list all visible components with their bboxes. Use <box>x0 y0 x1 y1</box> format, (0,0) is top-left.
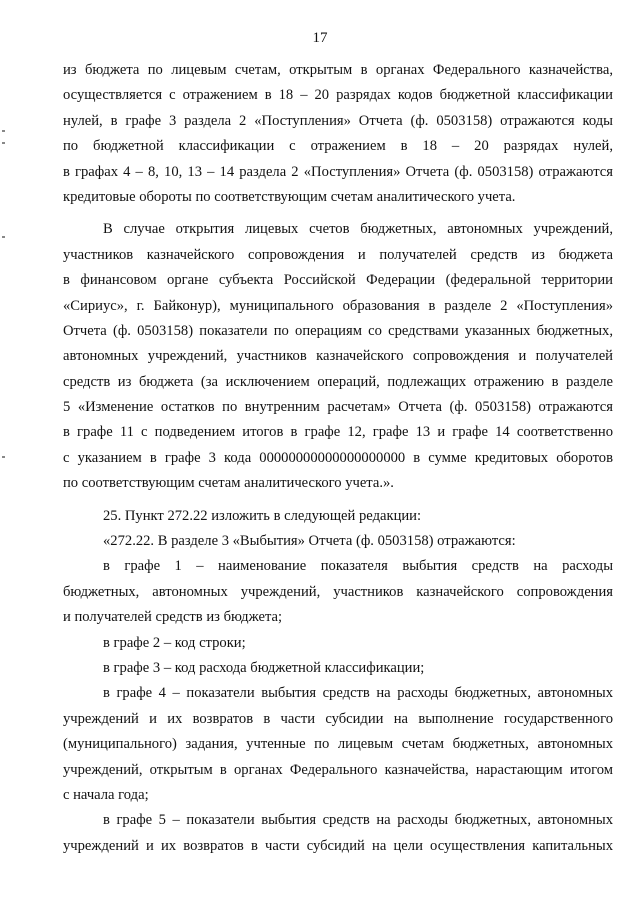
document-body-text <box>63 58 613 859</box>
text-line: в графе 1 – наименование показателя выбытия средств на расходы <box>103 558 613 575</box>
text-line: по соответствующим счетам аналитического учета.». <box>63 475 394 492</box>
text-line: и получателей средств из бюджета; <box>63 609 283 626</box>
text-line: учреждений, открытым в органах Федерального казначейства, нарастающим итогом <box>63 761 613 778</box>
text-line: по бюджетной классификации с отражением в 18 – 20 разрядах нулей, <box>63 138 613 155</box>
text-line: «Сириус», г. Байконур), муниципального образования в разделе 2 «Поступления» <box>63 297 613 314</box>
text-line: в графе 3 – код расхода бюджетной классификации; <box>103 659 425 676</box>
text-line: 25. Пункт 272.22 изложить в следующей редакции: <box>103 507 422 524</box>
text-line: автономных учреждений, участников казначейского сопровождения и получателей <box>63 348 613 365</box>
text-line: с указанием в графе 3 кода 00000000000000000000 в сумме кредитовых оборотов <box>63 449 613 466</box>
text-line: нулей, в графе 3 раздела 2 «Поступления» Отчета (ф. 0503158) отражаются коды <box>63 112 613 129</box>
scan-margin-mark <box>2 130 5 132</box>
paragraph-gap <box>63 210 613 217</box>
text-line: учреждений и их возвратов в части субсидии на выполнение государственного <box>63 710 613 727</box>
text-line: в графе 2 – код строки; <box>103 634 246 651</box>
text-line: из бюджета по лицевым счетам, открытым в органах Федерального казначейства, <box>63 62 613 78</box>
text-line: 5 «Изменение остатков по внутренним расчетам» Отчета (ф. 0503158) отражаются <box>63 399 613 416</box>
page-number: 17 <box>312 30 328 46</box>
text-line: бюджетных, автономных учреждений, участников казначейского сопровождения <box>63 583 613 600</box>
text-line: осуществляется с отражением в 18 – 20 разрядах кодов бюджетной классификации <box>63 87 613 104</box>
paragraph-gap <box>63 497 613 504</box>
text-line: в графе 11 с подведением итогов в графе 12, графе 13 и графе 14 соответственно <box>63 424 613 441</box>
scan-margin-mark <box>2 142 5 144</box>
text-line: в графе 4 – показатели выбытия средств на расходы бюджетных, автономных <box>103 685 613 702</box>
text-line: кредитовые обороты по соответствующим счетам аналитического учета. <box>63 188 516 205</box>
text-line: в финансовом органе субъекта Российской Федерации (федеральной территории <box>63 272 613 289</box>
text-line: «272.22. В разделе 3 «Выбытия» Отчета (ф. 0503158) отражаются: <box>103 533 516 550</box>
text-line: В случае открытия лицевых счетов бюджетных, автономных учреждений, <box>103 221 613 238</box>
scan-margin-mark <box>2 456 5 458</box>
text-line: средств из бюджета (за исключением операций, подлежащих отражению в разделе <box>63 373 613 390</box>
text-line: с начала года; <box>63 786 149 803</box>
text-line: (муниципального) задания, учтенные по лицевым счетам бюджетных, автономных <box>63 736 613 753</box>
text-line: учреждений и их возвратов в части субсидий на цели осуществления капитальных <box>63 837 613 854</box>
text-line: Отчета (ф. 0503158) показатели по операциям со средствами указанных бюджетных, <box>63 322 613 339</box>
scan-margin-mark <box>2 236 5 238</box>
text-line: в графах 4 – 8, 10, 13 – 14 раздела 2 «Поступления» Отчета (ф. 0503158) отражаются <box>63 163 613 180</box>
text-line: в графе 5 – показатели выбытия средств на расходы бюджетных, автономных <box>103 812 613 829</box>
text-line: участников казначейского сопровождения и получателей средств из бюджета <box>63 246 613 263</box>
